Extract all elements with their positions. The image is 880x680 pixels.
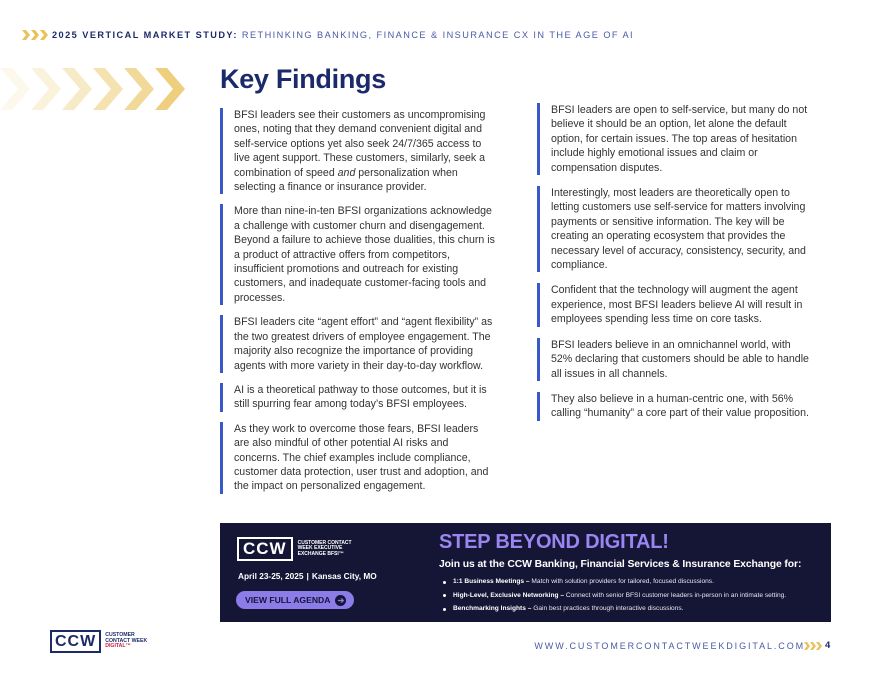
event-location: Kansas City, MO: [311, 571, 377, 581]
finding-paragraph: More than nine-in-ten BFSI organizations acknowledge a challenge with customer churn and disengagement. Beyond a failure to achieve those dualities, this churn is a product of attractive offers from competitors, insufficient promotions and outreach for existing customers, and inadequate customer-facing tools and processes.: [220, 204, 495, 305]
logo-line: DIGITAL™: [105, 643, 131, 650]
chevron-icon: [804, 641, 822, 651]
report-header: [22, 28, 634, 42]
finding-paragraph: Confident that the technology will augment the agent experience, most BFSI leaders believe AI will result in employees spending less time on core tasks.: [537, 283, 812, 326]
finding-paragraph: AI is a theoretical pathway to those outcomes, but it is still spurring fear among today’s BFSI employees.: [220, 383, 495, 412]
finding-paragraph: Interestingly, most leaders are theoretically open to letting customers use self-service for matters involving payments or sensitive information. The key will be creating an operating ecosystem that provides the necessary level of accuracy, consistency, security, and compliance.: [537, 186, 812, 272]
finding-paragraph: BFSI leaders believe in an omnichannel world, with 52% declaring that customers should be able to handle all issues in all channels.: [537, 338, 812, 381]
event-logo-subtitle: CUSTOMER CONTACT WEEK EXECUTIVE EXCHANGE BFSI™: [297, 539, 352, 557]
chevron-icon: [22, 29, 48, 41]
finding-paragraph: BFSI leaders are open to self-service, but many do not believe it should be an option, let alone the default option, for certain issues. The top areas of hesitation include highly emotional issues and claim or compensation disputes.: [537, 103, 812, 175]
event-date: April 23-25, 2025: [238, 571, 304, 581]
ccw-logo-mark: CCW: [50, 630, 101, 653]
banner-subheadline: Join us at the CCW Banking, Financial Services & Insurance Exchange for:: [439, 559, 802, 570]
finding-paragraph: BFSI leaders see their customers as uncompromising ones, noting that they demand convenient digital and self-service options yet also seek 24/7/365 access to live agent support. These customers, similarly, seek a combination of speed and personalization when selecting a finance or insurance provider.: [220, 108, 495, 194]
event-date-location: April 23-25, 2025 | Kansas City, MO: [238, 571, 377, 581]
finding-paragraph: As they work to overcome those fears, BFSI leaders are also mindful of other potential AI risks and concerns. The chief examples include compliance, customer data protection, user trust and adoption, and the impact on personalized engagement.: [220, 422, 495, 494]
logo-line: CONTACT WEEK: [105, 637, 148, 644]
footer-url-link[interactable]: WWW.CUSTOMERCONTACTWEEKDIGITAL.COM: [534, 641, 805, 651]
list-item: High-Level, Exclusive Networking – Connect with senior BFSI customer leaders in-person in an intimate setting.: [439, 589, 786, 603]
decorative-chevrons-icon: [0, 66, 185, 112]
arrow-right-icon: ➔: [335, 595, 346, 606]
view-agenda-label: VIEW FULL AGENDA: [245, 595, 331, 605]
event-logo: [237, 537, 368, 561]
finding-paragraph: They also believe in a human-centric one, with 56% calling “humanity” a core part of their value proposition.: [537, 392, 812, 421]
page-number: 4: [825, 640, 831, 651]
event-promo-banner: [220, 523, 831, 622]
header-study-title: RETHINKING BANKING, FINANCE & INSURANCE CX IN THE AGE OF AI: [241, 30, 635, 40]
view-agenda-button[interactable]: [236, 591, 354, 609]
footer-logo: [50, 630, 165, 653]
header-study-label: 2025 VERTICAL MARKET STUDY:: [52, 30, 238, 40]
findings-right-column: [537, 103, 812, 432]
findings-left-column: [220, 108, 495, 504]
list-item: Benchmarking Insights – Gain best practices through interactive discussions.: [439, 602, 786, 616]
logo-line: CUSTOMER: [105, 632, 135, 639]
benefits-list: [439, 575, 786, 616]
finding-paragraph: BFSI leaders cite “agent effort” and “agent flexibility” as the two greatest drivers of employee engagement. The majority also recognize the importance of providing agents with more variety in their day-to-day workflow.: [220, 315, 495, 373]
banner-headline: STEP BEYOND DIGITAL!: [439, 531, 669, 553]
ccw-logo-mark: CCW: [237, 537, 293, 561]
page-title: Key Findings: [220, 64, 386, 94]
list-item: 1:1 Business Meetings – Match with solution providers for tailored, focused discussions.: [439, 575, 786, 589]
